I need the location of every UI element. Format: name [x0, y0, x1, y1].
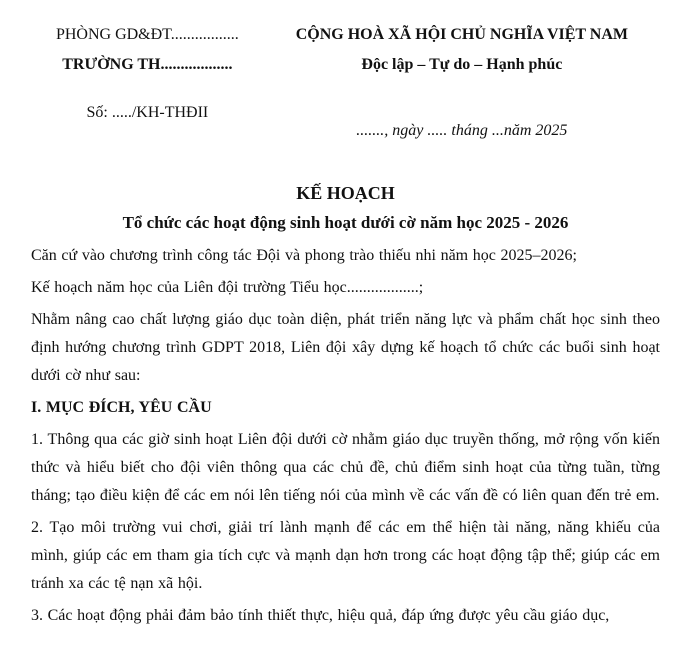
paragraph-item-2: 2. Tạo môi trường vui chơi, giải trí lành mạnh để các em thể hiện tài năng, năng khiếu của mình, giúp các em tham gia tích cực và mạnh dạn hơn trong các hoạt động tập thể; giúp các em tránh xa các tệ nạn xã hội.	[31, 519, 660, 592]
national-title: CỘNG HOÀ XÃ HỘI CHỦ NGHĨA VIỆT NAM	[295, 26, 629, 43]
document-subtitle: Tổ chức các hoạt động sinh hoạt dưới cờ năm học 2025 - 2026	[122, 213, 569, 232]
paragraph-intro: Nhằm nâng cao chất lượng giáo dục toàn diện, phát triển năng lực và phẩm chất học sinh theo định hướng chương trình GDPT 2018, Liên đội xây dựng kế hoạch tổ chức các buổi sinh hoạt dưới cờ như sau:	[31, 311, 660, 384]
paragraph-basis-2: Kế hoạch năm học của Liên đội trường Tiểu học..................;	[31, 279, 424, 296]
header-national-motto	[264, 20, 660, 146]
paragraph-basis-1: Căn cứ vào chương trình công tác Đội và phong trào thiếu nhi năm học 2025–2026;	[31, 247, 577, 264]
national-motto: Độc lập – Tự do – Hạnh phúc	[361, 56, 563, 73]
title-block	[31, 178, 660, 238]
place-date-line: ......., ngày ..... tháng ...năm 2025	[356, 122, 568, 139]
document-number: Số: ...../KH-THĐII	[86, 104, 209, 121]
header-issuing-authority	[31, 20, 264, 146]
document-title: KẾ HOẠCH	[296, 183, 395, 203]
paragraph-item-1: 1. Thông qua các giờ sinh hoạt Liên đội dưới cờ nhằm giáo dục truyền thống, mở rộng vốn kiến thức và hiểu biết cho đội viên thông qua các chủ đề, chủ điểm sinh hoạt của từng tuần, từng tháng; tạo điều kiện để các em nói lên tiếng nói của mình về các vấn đề có liên quan đến trẻ em.	[31, 431, 660, 504]
department-line: PHÒNG GD&ĐT.................	[55, 26, 239, 43]
section-heading-1: I. MỤC ĐÍCH, YÊU CẦU	[31, 399, 212, 416]
document-header	[31, 20, 660, 146]
document-body	[31, 242, 660, 630]
paragraph-item-3: 3. Các hoạt động phải đảm bảo tính thiết thực, hiệu quả, đáp ứng được yêu cầu giáo dục,	[31, 607, 610, 624]
school-line: TRƯỜNG TH..................	[62, 56, 233, 73]
